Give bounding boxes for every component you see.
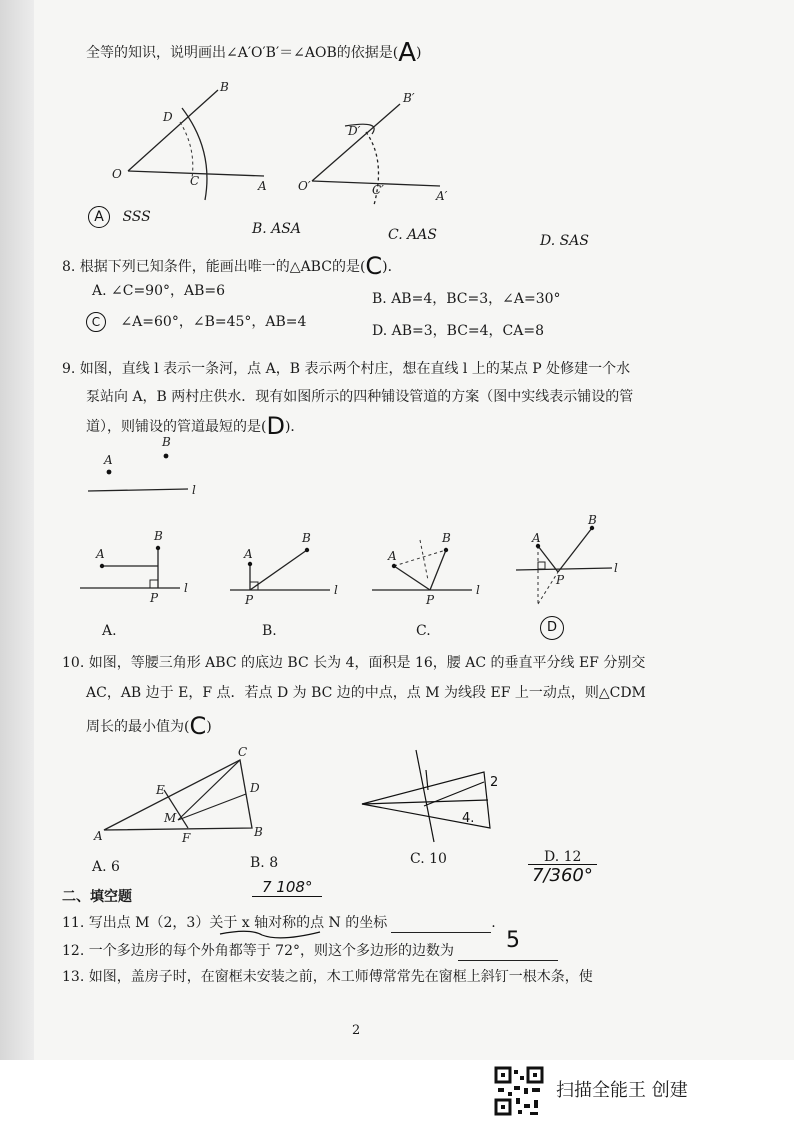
watermark-text: 扫描全能王 创建 [556,1080,688,1101]
fig1-label-B: B [220,80,229,94]
q8-option-d: D. AB=3，BC=4，CA=8 [372,323,545,339]
q9-option-a-label: A. [102,623,117,639]
q10-answer: C [189,712,207,740]
q10-label-M: M [164,811,177,825]
q7-intro: 全等的知识，说明画出∠A′O′B′＝∠AOB的依据是(A) [86,38,422,68]
q10-line1: 10. 如图，等腰三角形 ABC 的底边 BC 长为 4，面积是 16，腰 AC 的垂直平分线 EF 分别交 [62,655,646,671]
section-2-scribble: 7 108° [252,878,322,897]
q9-option-c-label: C. [416,623,431,639]
q9a-label-A: A [96,547,105,561]
fig2-label-O: O′ [298,179,311,193]
q8-stem: 8. 根据下列已知条件，能画出唯一的△ABC的是(C)． [62,252,402,280]
q9-label-l: l [192,483,196,497]
q8-option-b: B. AB=4，BC=3，∠A=30° [372,291,561,307]
fig2-label-D: D′ [348,124,361,138]
q9a-label-P: P [150,591,159,605]
q12-answer: 5 [506,928,520,953]
q10-label-C: C [238,745,248,759]
q8-option-a: A. ∠C=90°，AB=6 [92,283,226,299]
q10-sketch-label-2: 2 [490,775,499,790]
q8-option-c: C ∠A=60°，∠B=45°，AB=4 [86,312,306,332]
q7-option-c: C. AAS [388,227,437,243]
q9c-label-A: A [388,549,397,563]
q9d-label-P: P [556,573,565,587]
q8-answer: C [365,252,383,280]
fig2-label-C: C′ [372,183,384,197]
q10-sketch-label-4: 4. [462,811,475,826]
q10-line3: 周长的最小值为(C) [86,712,212,740]
q10-label-A: A [94,829,103,843]
q7-option-d: D. SAS [540,233,589,249]
q9a-label-l: l [184,581,188,595]
q9d-label-A: A [532,531,541,545]
q9-line1: 9. 如图，直线 l 表示一条河，点 A，B 表示两个村庄，想在直线 l 上的某点 P 处修建一个水 [62,361,631,377]
q9-line3: 道），则铺设的管道最短的是(D)． [86,412,305,440]
q9-option-d-circle: D [540,616,564,640]
q10-option-c: C. 10 [410,851,447,867]
q9c-label-B: B [442,531,451,545]
q9d-label-l: l [614,561,618,575]
fig1-label-C: C [190,174,200,188]
q11-text: 11. 写出点 M（2，3）关于 x 轴对称的点 N 的坐标 . [62,915,496,931]
q9-label-B: B [162,435,171,449]
page-number: 2 [352,1023,361,1038]
q10-label-F: F [182,831,191,845]
q9d-label-B: B [588,513,597,527]
q10-label-D: D [250,781,260,795]
fig1-label-A: A [258,179,267,193]
q10-label-E: E [156,783,165,797]
q9-answer: D [266,412,285,440]
q9-label-A: A [104,453,113,467]
q9c-label-P: P [426,593,435,607]
q10-option-d: D. 12 [544,849,582,865]
q9-option-b-label: B. [262,623,277,639]
q12-text: 12. 一个多边形的每个外角都等于 72°，则这个多边形的边数为 [62,942,558,961]
q10-option-b: B. 8 [250,855,279,871]
q10-line2: AC，AB 边于 E，F 点．若点 D 为 BC 边的中点，点 M 为线段 EF 上一动点，则△CDM [86,685,646,701]
q9b-label-P: P [245,593,254,607]
q7-answer: A [398,38,417,68]
fig1-label-O: O [112,167,122,181]
q10-scribble: 7/360° [528,864,597,886]
q9-line2: 泵站向 A，B 两村庄供水．现有如图所示的四种铺设管道的方案（图中实线表示铺设的管 [86,389,634,405]
q7-option-a: A SSS [88,206,151,228]
q13-text: 13. 如图，盖房子时，在窗框未安装之前，木工师傅常常先在窗框上斜钉一根木条，使 [62,969,593,985]
q9a-label-B: B [154,529,163,543]
q9c-label-l: l [476,583,480,597]
section-2-title: 二、填空题 [62,889,132,905]
q7-option-b: B. ASA [252,221,301,237]
q9b-label-l: l [334,583,338,597]
fig2-label-B: B′ [403,91,415,105]
q7-option-a-circle: A [88,206,110,228]
fig1-label-D: D [163,110,173,124]
q10-label-B: B [254,825,263,839]
q9b-label-A: A [244,547,253,561]
q9b-label-B: B [302,531,311,545]
q10-option-a: A. 6 [92,859,120,875]
q8-option-c-circle: C [86,312,106,332]
fig2-label-A: A′ [436,189,448,203]
